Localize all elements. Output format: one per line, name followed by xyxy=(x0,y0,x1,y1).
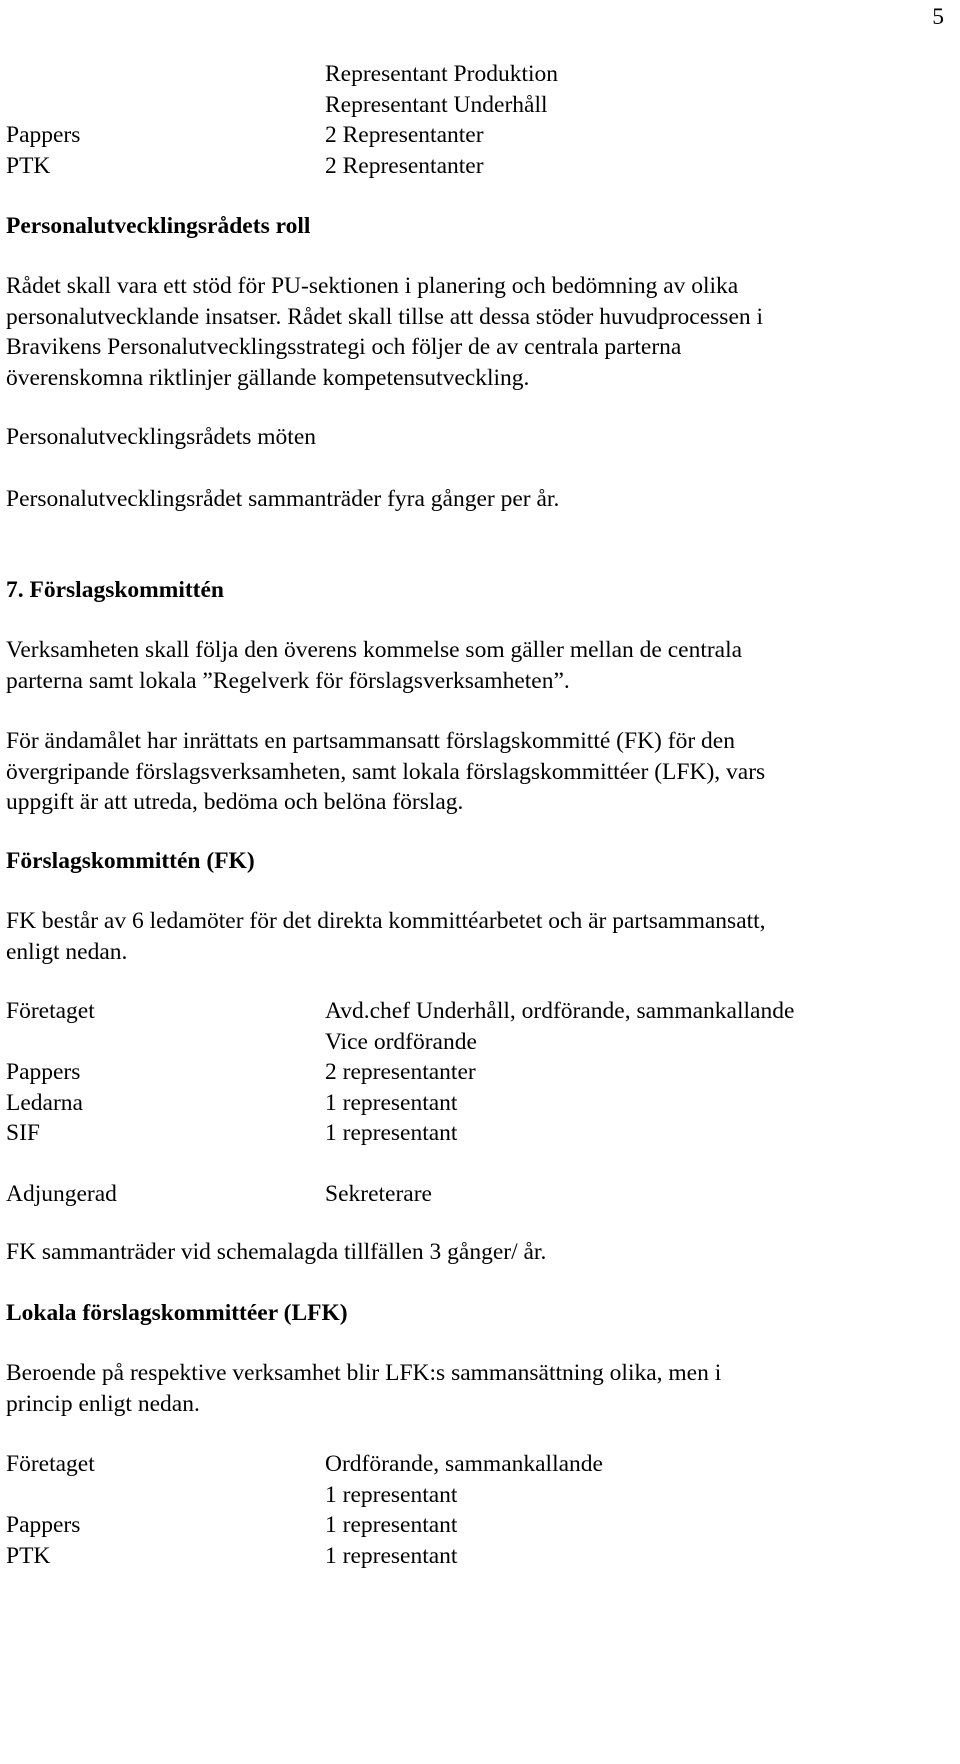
member-party: Pappers xyxy=(6,122,81,148)
section7-paragraph-1 xyxy=(6,635,946,696)
paragraph-line: övergripande förslagsverksamheten, samt lokala förslagskommittéer (LFK), vars xyxy=(6,758,766,785)
member-row xyxy=(6,151,946,182)
paragraph-line: FK består av 6 ledamöter för det direkta kommittéarbetet och är partsammansatt, xyxy=(6,908,766,934)
member-row xyxy=(6,1027,946,1058)
member-row xyxy=(6,1449,946,1480)
member-role: Avd.chef Underhåll, ordförande, sammankallande xyxy=(325,998,795,1024)
member-row xyxy=(6,120,946,151)
member-party: Adjungerad xyxy=(6,1181,117,1207)
member-row xyxy=(6,1179,946,1210)
member-role: 1 representant xyxy=(325,1542,458,1569)
member-party: Pappers xyxy=(6,1512,81,1538)
paragraph-line: Bravikens Personalutvecklingsstrategi och följer de av centrala parterna xyxy=(6,334,682,360)
fk-heading: Förslagskommittén (FK) xyxy=(6,848,255,874)
fk-meetings xyxy=(6,1237,946,1268)
member-role: Sekreterare xyxy=(325,1181,432,1207)
lfk-members-table xyxy=(6,1449,946,1571)
page-number: 5 xyxy=(932,4,944,30)
member-row xyxy=(6,59,946,90)
member-role: 1 representant xyxy=(325,1512,458,1538)
member-row xyxy=(6,1510,946,1541)
paragraph-line: För ändamålet har inrättats en partsammansatt förslagskommitté (FK) för den xyxy=(6,728,735,754)
lfk-intro xyxy=(6,1358,946,1419)
paragraph-line: Rådet skall vara ett stöd för PU-sektionen i planering och bedömning av olika xyxy=(6,273,739,299)
member-role: 1 representant xyxy=(325,1089,458,1116)
member-role: Representant Produktion xyxy=(325,61,559,87)
member-party: Pappers xyxy=(6,1059,81,1085)
member-role: 1 representant xyxy=(325,1120,458,1146)
fk-intro xyxy=(6,906,946,967)
member-role: Ordförande, sammankallande xyxy=(325,1451,603,1477)
member-row-spacer xyxy=(6,1149,946,1180)
paragraph-line: Verksamheten skall följa den överens kommelse som gäller mellan de centrala xyxy=(6,637,743,663)
member-row xyxy=(6,90,946,121)
member-role: Vice ordförande xyxy=(325,1028,477,1055)
member-party: Företaget xyxy=(6,1451,95,1477)
paragraph-line: personalutvecklande insatser. Rådet skall tillse att dessa stöder huvudprocessen i xyxy=(6,303,764,330)
paragraph-line: Beroende på respektive verksamhet blir LFK:s sammansättning olika, men i xyxy=(6,1360,722,1386)
paragraph-line: uppgift är att utreda, bedöma och belöna förslag. xyxy=(6,789,464,815)
member-row xyxy=(6,996,946,1027)
member-role: 2 representanter xyxy=(325,1059,476,1085)
meetings-text-line: Personalutvecklingsrådet sammanträder fyra gånger per år. xyxy=(6,486,560,512)
pu-council-members-table xyxy=(6,59,946,181)
member-party: Företaget xyxy=(6,998,95,1024)
role-heading: Personalutvecklingsrådets roll xyxy=(6,213,311,239)
meetings-heading xyxy=(6,422,946,453)
section7-paragraph-2 xyxy=(6,726,946,818)
role-paragraph xyxy=(6,271,946,393)
paragraph-line: parterna samt lokala ”Regelverk för förslagsverksamheten”. xyxy=(6,667,570,694)
member-party: Ledarna xyxy=(6,1089,83,1116)
section7-heading: 7. Förslagskommittén xyxy=(6,577,225,603)
member-party: SIF xyxy=(6,1120,40,1146)
paragraph-line: princip enligt nedan. xyxy=(6,1390,200,1417)
lfk-heading: Lokala förslagskommittéer (LFK) xyxy=(6,1300,348,1326)
meetings-text xyxy=(6,484,946,515)
member-row xyxy=(6,1088,946,1119)
member-party: PTK xyxy=(6,1542,51,1569)
member-role: 2 Representanter xyxy=(325,152,484,179)
member-role: 1 representant xyxy=(325,1481,458,1508)
member-party: PTK xyxy=(6,152,51,179)
member-row xyxy=(6,1118,946,1149)
fk-members-table xyxy=(6,996,946,1210)
paragraph-line: enligt nedan. xyxy=(6,938,128,965)
member-row xyxy=(6,1541,946,1572)
member-role: Representant Underhåll xyxy=(325,91,548,118)
member-row xyxy=(6,1480,946,1511)
member-row xyxy=(6,1057,946,1088)
fk-meetings-text: FK sammanträder vid schemalagda tillfällen 3 gånger/ år. xyxy=(6,1239,547,1265)
meetings-heading-text: Personalutvecklingsrådets möten xyxy=(6,424,316,450)
member-role: 2 Representanter xyxy=(325,122,484,148)
paragraph-line: överenskomna riktlinjer gällande kompetensutveckling. xyxy=(6,364,530,391)
